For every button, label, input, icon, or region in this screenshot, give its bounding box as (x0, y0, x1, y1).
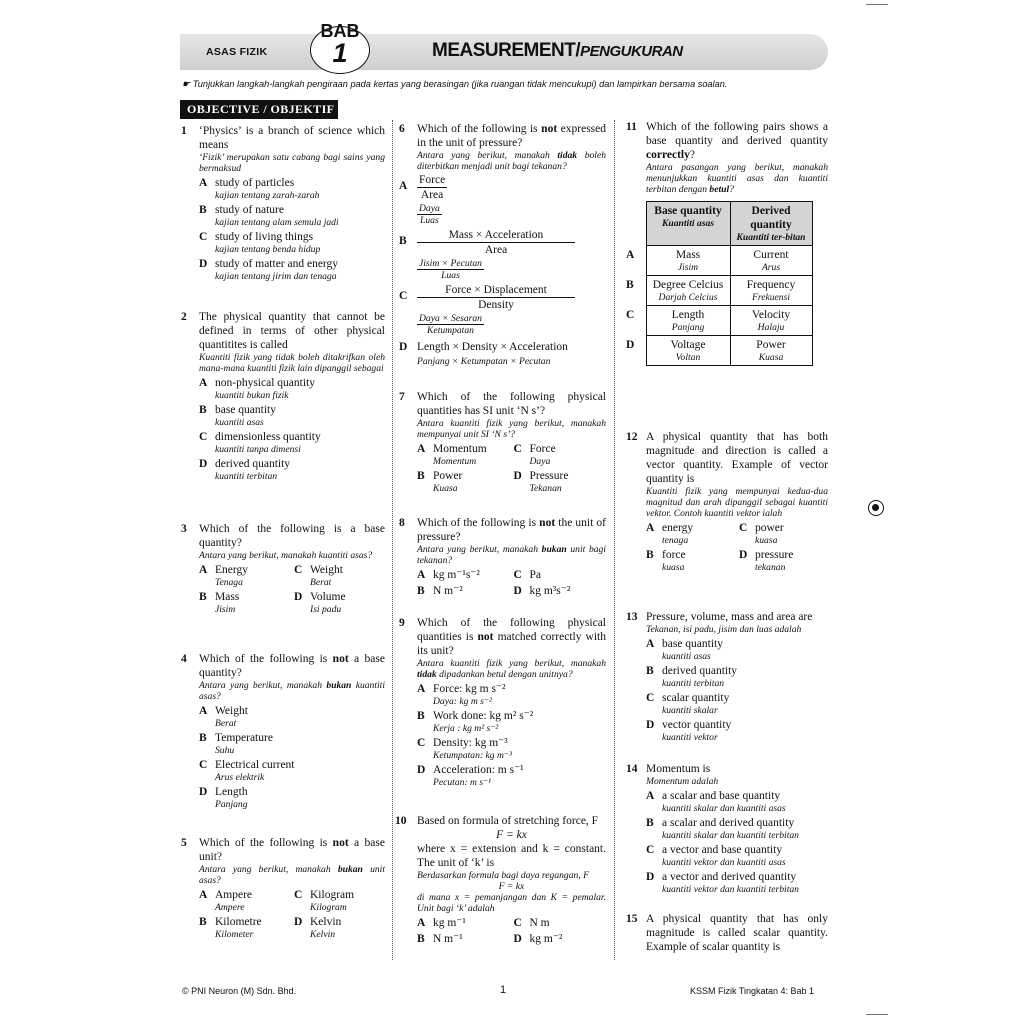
question-4 (181, 652, 385, 810)
question-text-ms: Antara kuantiti fizik yang berikut, manakah tidak dipadankan betul dengan unitnya? (417, 658, 606, 680)
question-text-ms: Antara yang berikut, manakah bukan unit bagi tekanan? (417, 544, 607, 566)
question-15 (626, 912, 828, 954)
table-row[interactable]: D Voltage Voltan Power Kuasa (626, 336, 812, 366)
question-text: Which of the following is not expressed in the unit of pressure? (417, 123, 606, 149)
section-label: OBJECTIVE / OBJEKTIF (180, 100, 338, 119)
bab-number: 1 (332, 38, 348, 68)
option-b[interactable]: B Temperature Suhu (199, 732, 273, 756)
question-text-ms: Antara yang berikut, manakah bukan kuantiti asas? (199, 680, 385, 702)
question-7 (399, 390, 606, 494)
option-d[interactable]: D kg m³s⁻² (513, 585, 571, 597)
option-d[interactable]: D pressure tekanan (739, 549, 794, 573)
question-text-ms: Momentum adalah (646, 776, 719, 787)
option-d[interactable]: D derived quantity kuantiti terbitan (199, 458, 291, 482)
formula: F = kx (496, 829, 527, 841)
option-d[interactable]: D Volume Isi padu (294, 591, 346, 615)
option-c[interactable]: C Force Daya (513, 443, 556, 467)
question-text: Which of the following is not a base unit? (199, 837, 385, 863)
option-b[interactable]: B Power Kuasa (417, 470, 463, 494)
option-c[interactable]: C $\frac{\text{Force × Displacement}}{\text{Density}}$ $\frac{\text{Daya × Sesaran}}{\text{Ketumpatan}}$ (399, 283, 606, 336)
question-number: 1 (181, 125, 187, 137)
option-a[interactable]: A non-physical quantity kuantiti bukan fizik (199, 377, 315, 401)
option-b[interactable]: B $\frac{\text{Mass × Acceleration}}{\text{Area}}$ $\frac{\text{Jisim × Pecutan}}{\text{Luas}}$ (399, 228, 606, 281)
option-c[interactable]: C dimensionless quantity kuantiti tanpa dimensi (199, 431, 321, 455)
question-12 (626, 430, 828, 573)
question-text-ms: Antara pasangan yang berikut, manakah menunjukkan kuantiti asas dan kuantiti terbitan dengan betul? (646, 162, 828, 195)
option-d[interactable]: D study of matter and energy kajian tentang jirim dan tenaga (199, 258, 339, 282)
question-text-ms: Kuantiti fizik yang tidak boleh ditakrifkan oleh mana-mana kuantiti fizik lain dipanggil sebagai (199, 352, 385, 374)
option-a[interactable]: A base quantity kuantiti asas (646, 638, 723, 662)
bab-word: BAB (320, 21, 360, 41)
question-text-ms: Antara yang berikut, manakah bukan unit asas? (199, 864, 385, 886)
question-number: 14 (626, 763, 638, 775)
registration-mark-icon (868, 500, 884, 516)
option-c[interactable]: C power kuasa (739, 522, 784, 546)
option-c[interactable]: C Pa (513, 569, 541, 581)
option-b[interactable]: B force kuasa (646, 549, 686, 573)
question-text: Pressure, volume, mass and area are (646, 611, 813, 623)
option-d[interactable]: D vector quantity kuantiti vektor (646, 719, 732, 743)
question-5 (181, 836, 385, 940)
question-11 (626, 120, 828, 366)
question-2 (181, 310, 385, 482)
question-number: 11 (626, 121, 637, 133)
crop-mark-top-right (866, 4, 888, 5)
footer-book-title: KSSM Fizik Tingkatan 4: Bab 1 (690, 986, 815, 996)
quantity-table: Base quantity Kuantiti asas Derived quantity Kuantiti ter-bitan A Mass Jisim Current Arus B Degree Celcius Darjah Celcius Frequency Frekuensi C Length Panjang Velocity Halaju D Voltage Voltan Power Kuasa (626, 201, 813, 366)
subject-label: ASAS FIZIK (206, 46, 268, 58)
question-number: 13 (626, 611, 638, 623)
question-number: 5 (181, 837, 187, 849)
option-a[interactable]: A a scalar and base quantity kuantiti skalar dan kuantiti asas (646, 790, 786, 814)
option-a[interactable]: A kg m⁻¹s⁻² (417, 569, 480, 581)
chapter-header (180, 21, 828, 70)
question-text: Based on formula of stretching force, F (417, 815, 599, 827)
option-a[interactable]: A Momentum Momentum (417, 443, 487, 467)
question-13 (626, 610, 828, 743)
question-text: Which of the following physical quantities is not matched correctly with its unit? (417, 617, 606, 657)
option-d[interactable]: D Acceleration: m s⁻¹ Pecutan: m s⁻¹ (417, 764, 524, 788)
option-d[interactable]: D Length Panjang (199, 786, 248, 810)
question-text: Which of the following is not the unit of pressure? (417, 517, 606, 543)
question-text-ms: Antara yang berikut, manakah tidak boleh diterbitkan menjadi unit bagi tekanan? (417, 150, 607, 172)
question-text-ms: ‘Fizik’ merupakan satu cabang bagi sains yang bermaksud (199, 152, 385, 174)
question-text: ‘Physics’ is a branch of science which means (199, 125, 385, 151)
question-number: 3 (181, 523, 187, 535)
option-c[interactable]: C scalar quantity kuantiti skalar (646, 692, 730, 716)
option-c[interactable]: C Electrical current Arus elektrik (199, 759, 295, 783)
question-number: 2 (181, 311, 187, 323)
option-a[interactable]: A Ampere Ampere (199, 889, 253, 913)
question-number: 12 (626, 431, 638, 443)
column-divider-1 (392, 120, 393, 960)
option-c[interactable]: C Kilogram Kilogram (294, 889, 355, 913)
question-14 (626, 762, 828, 895)
option-d[interactable]: D Length × Density × Acceleration Panjang × Ketumpatan × Pecutan (399, 341, 568, 367)
page-number: 1 (500, 984, 507, 996)
table-row[interactable]: B Degree Celcius Darjah Celcius Frequency Frekuensi (626, 276, 812, 306)
footer-copyright: © PNI Neuron (M) Sdn. Bhd. (182, 986, 297, 996)
chapter-title-ms: PENGUKURAN (580, 43, 683, 60)
option-b[interactable]: B Kilometre Kilometer (199, 916, 262, 940)
question-text-ms: Kuantiti fizik yang mempunyai kedua-dua magnitud dan arah dipanggil sebagai kuantiti vektor. Contoh kuantiti vektor ialah (646, 486, 828, 519)
question-number: 15 (626, 913, 638, 925)
option-d[interactable]: D kg m⁻² (513, 933, 563, 945)
question-number: 10 (395, 815, 407, 827)
question-1 (181, 124, 385, 282)
option-c[interactable]: C a vector and base quantity kuantiti vektor dan kuantiti asas (646, 844, 786, 868)
option-d[interactable]: D Kelvin Kelvin (294, 916, 342, 940)
option-a[interactable]: A Force: kg m s⁻² Daya: kg m s⁻² (417, 683, 506, 707)
option-c[interactable]: C study of living things kajian tentang benda hidup (199, 231, 321, 255)
col-header-derived: Derived quantity (750, 205, 792, 231)
instruction-text: ☛ Tunjukkan langkah-langkah pengiraan pada kertas yang berasingan (jika ruangan tidak mencukupi) dan lampirkan bersama soalan. (182, 79, 728, 89)
option-b[interactable]: B Work done: kg m² s⁻² Kerja : kg m² s⁻² (417, 710, 534, 734)
question-8 (399, 516, 606, 598)
option-a[interactable]: A Weight Berat (199, 705, 248, 729)
option-a[interactable]: A $\frac{\text{Force}}{\text{Area}}$ $\frac{\text{Daya}}{\text{Luas}}$ (399, 174, 446, 226)
table-row[interactable]: A Mass Jisim Current Arus (626, 246, 812, 276)
question-text-ms: Tekanan, isi padu, jisim dan luas adalah (646, 624, 802, 635)
option-a[interactable]: A kg m⁻¹ (417, 917, 466, 929)
question-text: The physical quantity that cannot be defined in terms of other physical quantitites is called (199, 311, 385, 351)
crop-mark-bottom-right (866, 1014, 888, 1015)
option-d[interactable]: D a vector and derived quantity kuantiti vektor dan kuantiti terbitan (646, 871, 799, 895)
chapter-title-en: MEASUREMENT/ (432, 40, 581, 61)
column-divider-2 (614, 120, 615, 960)
option-b[interactable]: B derived quantity kuantiti terbitan (646, 665, 738, 689)
table-row[interactable]: C Length Panjang Velocity Halaju (626, 306, 812, 336)
question-text-ms: Berdasarkan formula bagi daya regangan, F (417, 870, 589, 881)
question-number: 6 (399, 123, 405, 135)
question-text-ms: Antara kuantiti fizik yang berikut, manakah mempunyai unit SI ‘N s’? (417, 418, 606, 440)
question-text: Momentum is (646, 763, 711, 775)
question-9 (399, 616, 606, 788)
option-a[interactable]: A study of particles kajian tentang zarah-zarah (199, 177, 320, 201)
option-a[interactable]: A Energy Tenaga (199, 564, 249, 588)
option-b[interactable]: B base quantity kuantiti asas (199, 404, 276, 428)
question-number: 8 (399, 517, 405, 529)
question-text: A physical quantity that has only magnitude is called scalar quantity. Example of scalar quantity is (646, 913, 828, 953)
question-number: 9 (399, 617, 405, 629)
option-b[interactable]: B N m⁻¹ (417, 933, 463, 945)
question-6 (399, 122, 606, 367)
question-number: 4 (181, 653, 187, 665)
option-c[interactable]: C Density: kg m⁻³ Ketumpatan: kg m⁻³ (417, 737, 512, 761)
option-b[interactable]: B N m⁻² (417, 585, 463, 597)
option-b[interactable]: B a scalar and derived quantity kuantiti skalar dan kuantiti terbitan (646, 817, 799, 841)
question-text-ms: Antara yang berikut, manakah kuantiti asas? (199, 550, 373, 561)
option-b[interactable]: B study of nature kajian tentang alam semula jadi (199, 204, 339, 228)
option-c[interactable]: C N m (513, 917, 550, 929)
question-text: Which of the following pairs shows a base quantity and derived quantity correctly? (646, 121, 828, 161)
option-b[interactable]: B Mass Jisim (199, 591, 240, 615)
question-text: A physical quantity that has both magnitude and direction is called a vector quantity. Example of vector quantity is (646, 431, 828, 485)
question-number: 7 (399, 391, 405, 403)
option-d[interactable]: D Pressure Tekanan (513, 470, 569, 494)
question-text: Which of the following physical quantities has SI unit ‘N s’? (417, 391, 606, 417)
option-a[interactable]: A energy tenaga (646, 522, 694, 546)
question-text: Which of the following is not a base quantity? (199, 653, 385, 679)
col-header-base: Base quantity (654, 205, 722, 217)
question-text: Which of the following is a base quantity? (199, 523, 385, 549)
question-text-2: where x = extension and k = constant. The unit of ‘k’ is (417, 843, 606, 869)
option-c[interactable]: C Weight Berat (294, 564, 343, 588)
question-3 (181, 522, 385, 615)
question-10 (395, 814, 606, 946)
question-text-ms-2: di mana x = pemanjangan dan K = pemalar. Unit bagi ‘k’ adalah (417, 892, 606, 914)
formula-ms: F = kx (498, 881, 525, 892)
chapter-title (432, 40, 683, 62)
